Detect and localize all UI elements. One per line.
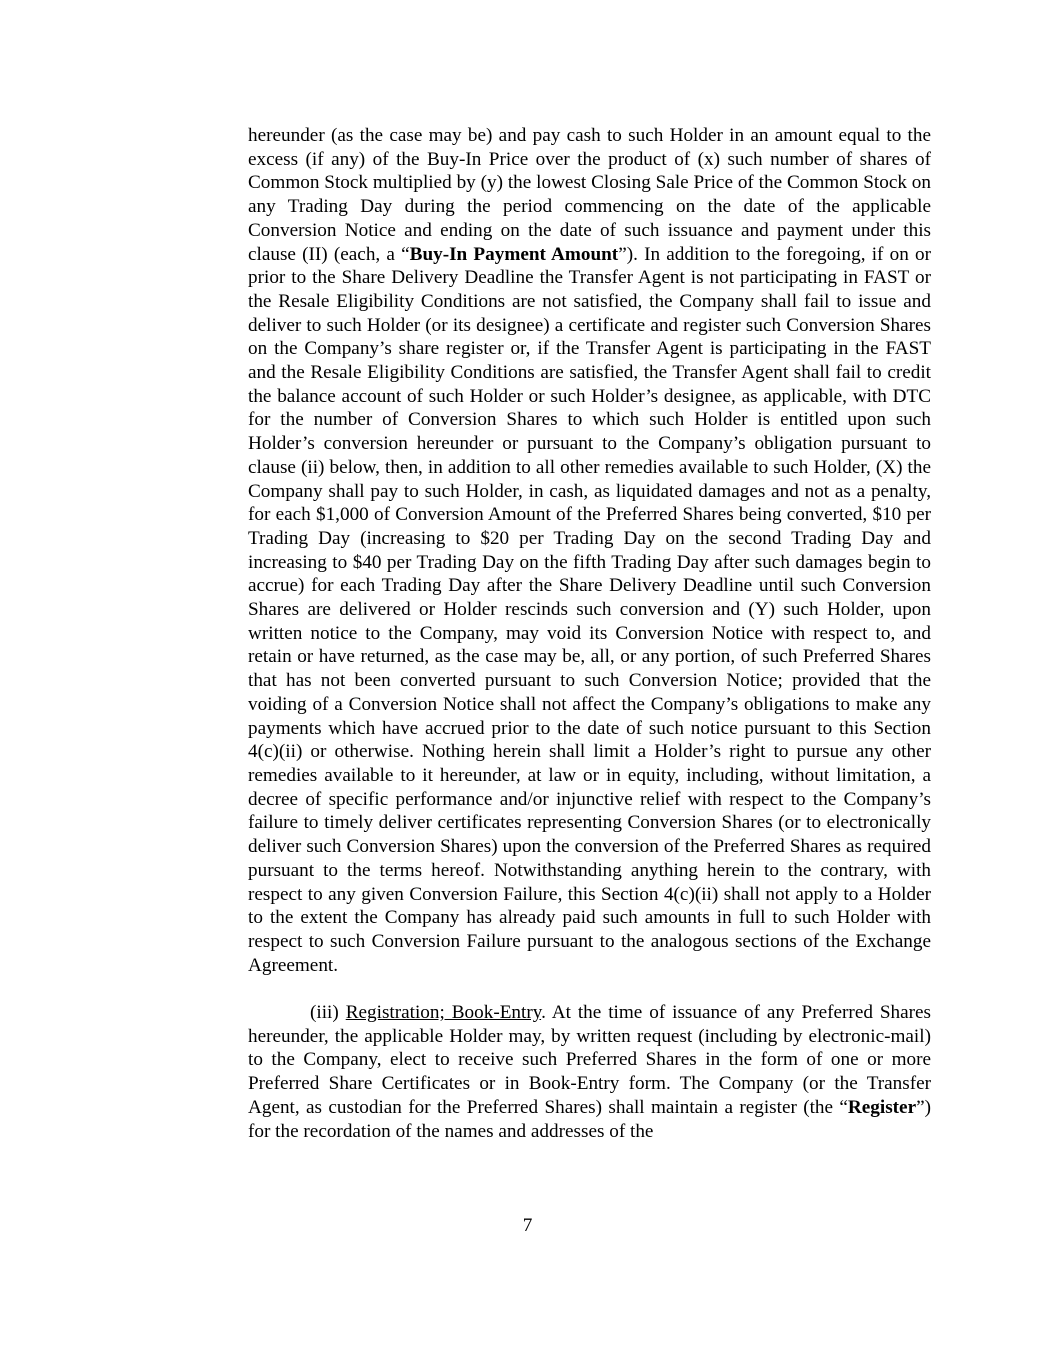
defined-term-register: Register [847,1096,917,1118]
paragraph-text: . At the time of issuance of any Preferred Shares hereunder, the applicable Holder may, by written request (including by electronic-mail) to the Company, elect to receive such Preferred Shares in the form of one or more Preferred Share Certificates or in Book-Entry form. The Company (or the Transfer Agent, as custodian for the Preferred Shares) shall maintain a register (the “ [248,1002,931,1118]
paragraph-registration-book-entry [248,1001,931,1143]
defined-term-buy-in-payment-amount: Buy-In Payment Amount [409,243,619,265]
paragraph-buy-in-continuation [248,124,931,977]
paragraph-text: ”) for the recordation of the names and addresses of the [248,1096,931,1142]
document-body [248,124,931,1143]
paragraph-text: ”). In addition to the foregoing, if on or prior to the Share Delivery Deadline the Transfer Agent is not participating in FAST or the Resale Eligibility Conditions are not satisfied, the Company shall fail to issue and deliver to such Holder (or its designee) a certificate and register such Conversion Shares on the Company’s share register or, if the Transfer Agent is participating in the FAST and the Resale Eligibility Conditions are satisfied, the Transfer Agent shall fail to credit the balance account of such Holder or such Holder’s designee, as applicable, with DTC for the number of Conversion Shares to which such Holder is entitled upon such Holder’s conversion hereunder or pursuant to the Company’s obligation pursuant to clause (ii) below, then, in addition to all other remedies available to such Holder, (X) the Company shall pay to such Holder, in cash, as liquidated damages and not as a penalty, for each $1,000 of Conversion Amount of the Preferred Shares being converted, $10 per Trading Day (increasing to $20 per Trading Day on the second Trading Day and increasing to $40 per Trading Day on the fifth Trading Day after such damages begin to accrue) for each Trading Day after the Share Delivery Deadline until such Conversion Shares are delivered or Holder rescinds such conversion and (Y) such Holder, upon written notice to the Company, may void its Conversion Notice with respect to, and retain or have returned, as the case may be, all, or any portion, of such Preferred Shares that has not been converted pursuant to such Conversion Notice; provided that the voiding of a Conversion Notice shall not affect the Company’s obligations to make any payments which have accrued prior to the date of such notice pursuant to this Section 4(c)(ii) or otherwise. Nothing herein shall limit a Holder’s right to pursue any other remedies available to it hereunder, at law or in equity, including, without limitation, a decree of specific performance and/or injunctive relief with respect to the Company’s failure to timely deliver certificates representing Conversion Shares (or to electronically deliver such Conversion Shares) upon the conversion of the Preferred Shares as required pursuant to the terms hereof. Notwithstanding anything herein to the contrary, with respect to any given Conversion Failure, this Section 4(c)(ii) shall not apply to a Holder to the extent the Company has already paid such amounts in full to such Holder with respect to such Conversion Failure pursuant to the analogous sections of the Exchange Agreement. [248,243,931,976]
page-number: 7 [522,1215,533,1236]
clause-number: (iii) [310,1002,339,1023]
section-heading: Registration; Book-Entry [345,1002,542,1023]
paragraph-text: hereunder (as the case may be) and pay cash to such Holder in an amount equal to the excess (if any) of the Buy-In Price over the product of (x) such number of shares of Common Stock multiplied by (y) the lowest Closing Sale Price of the Common Stock on any Trading Day during the period commencing on the date of the applicable Conversion Notice and ending on the date of such issuance and payment under this clause (II) (each, a “ [248,125,931,265]
